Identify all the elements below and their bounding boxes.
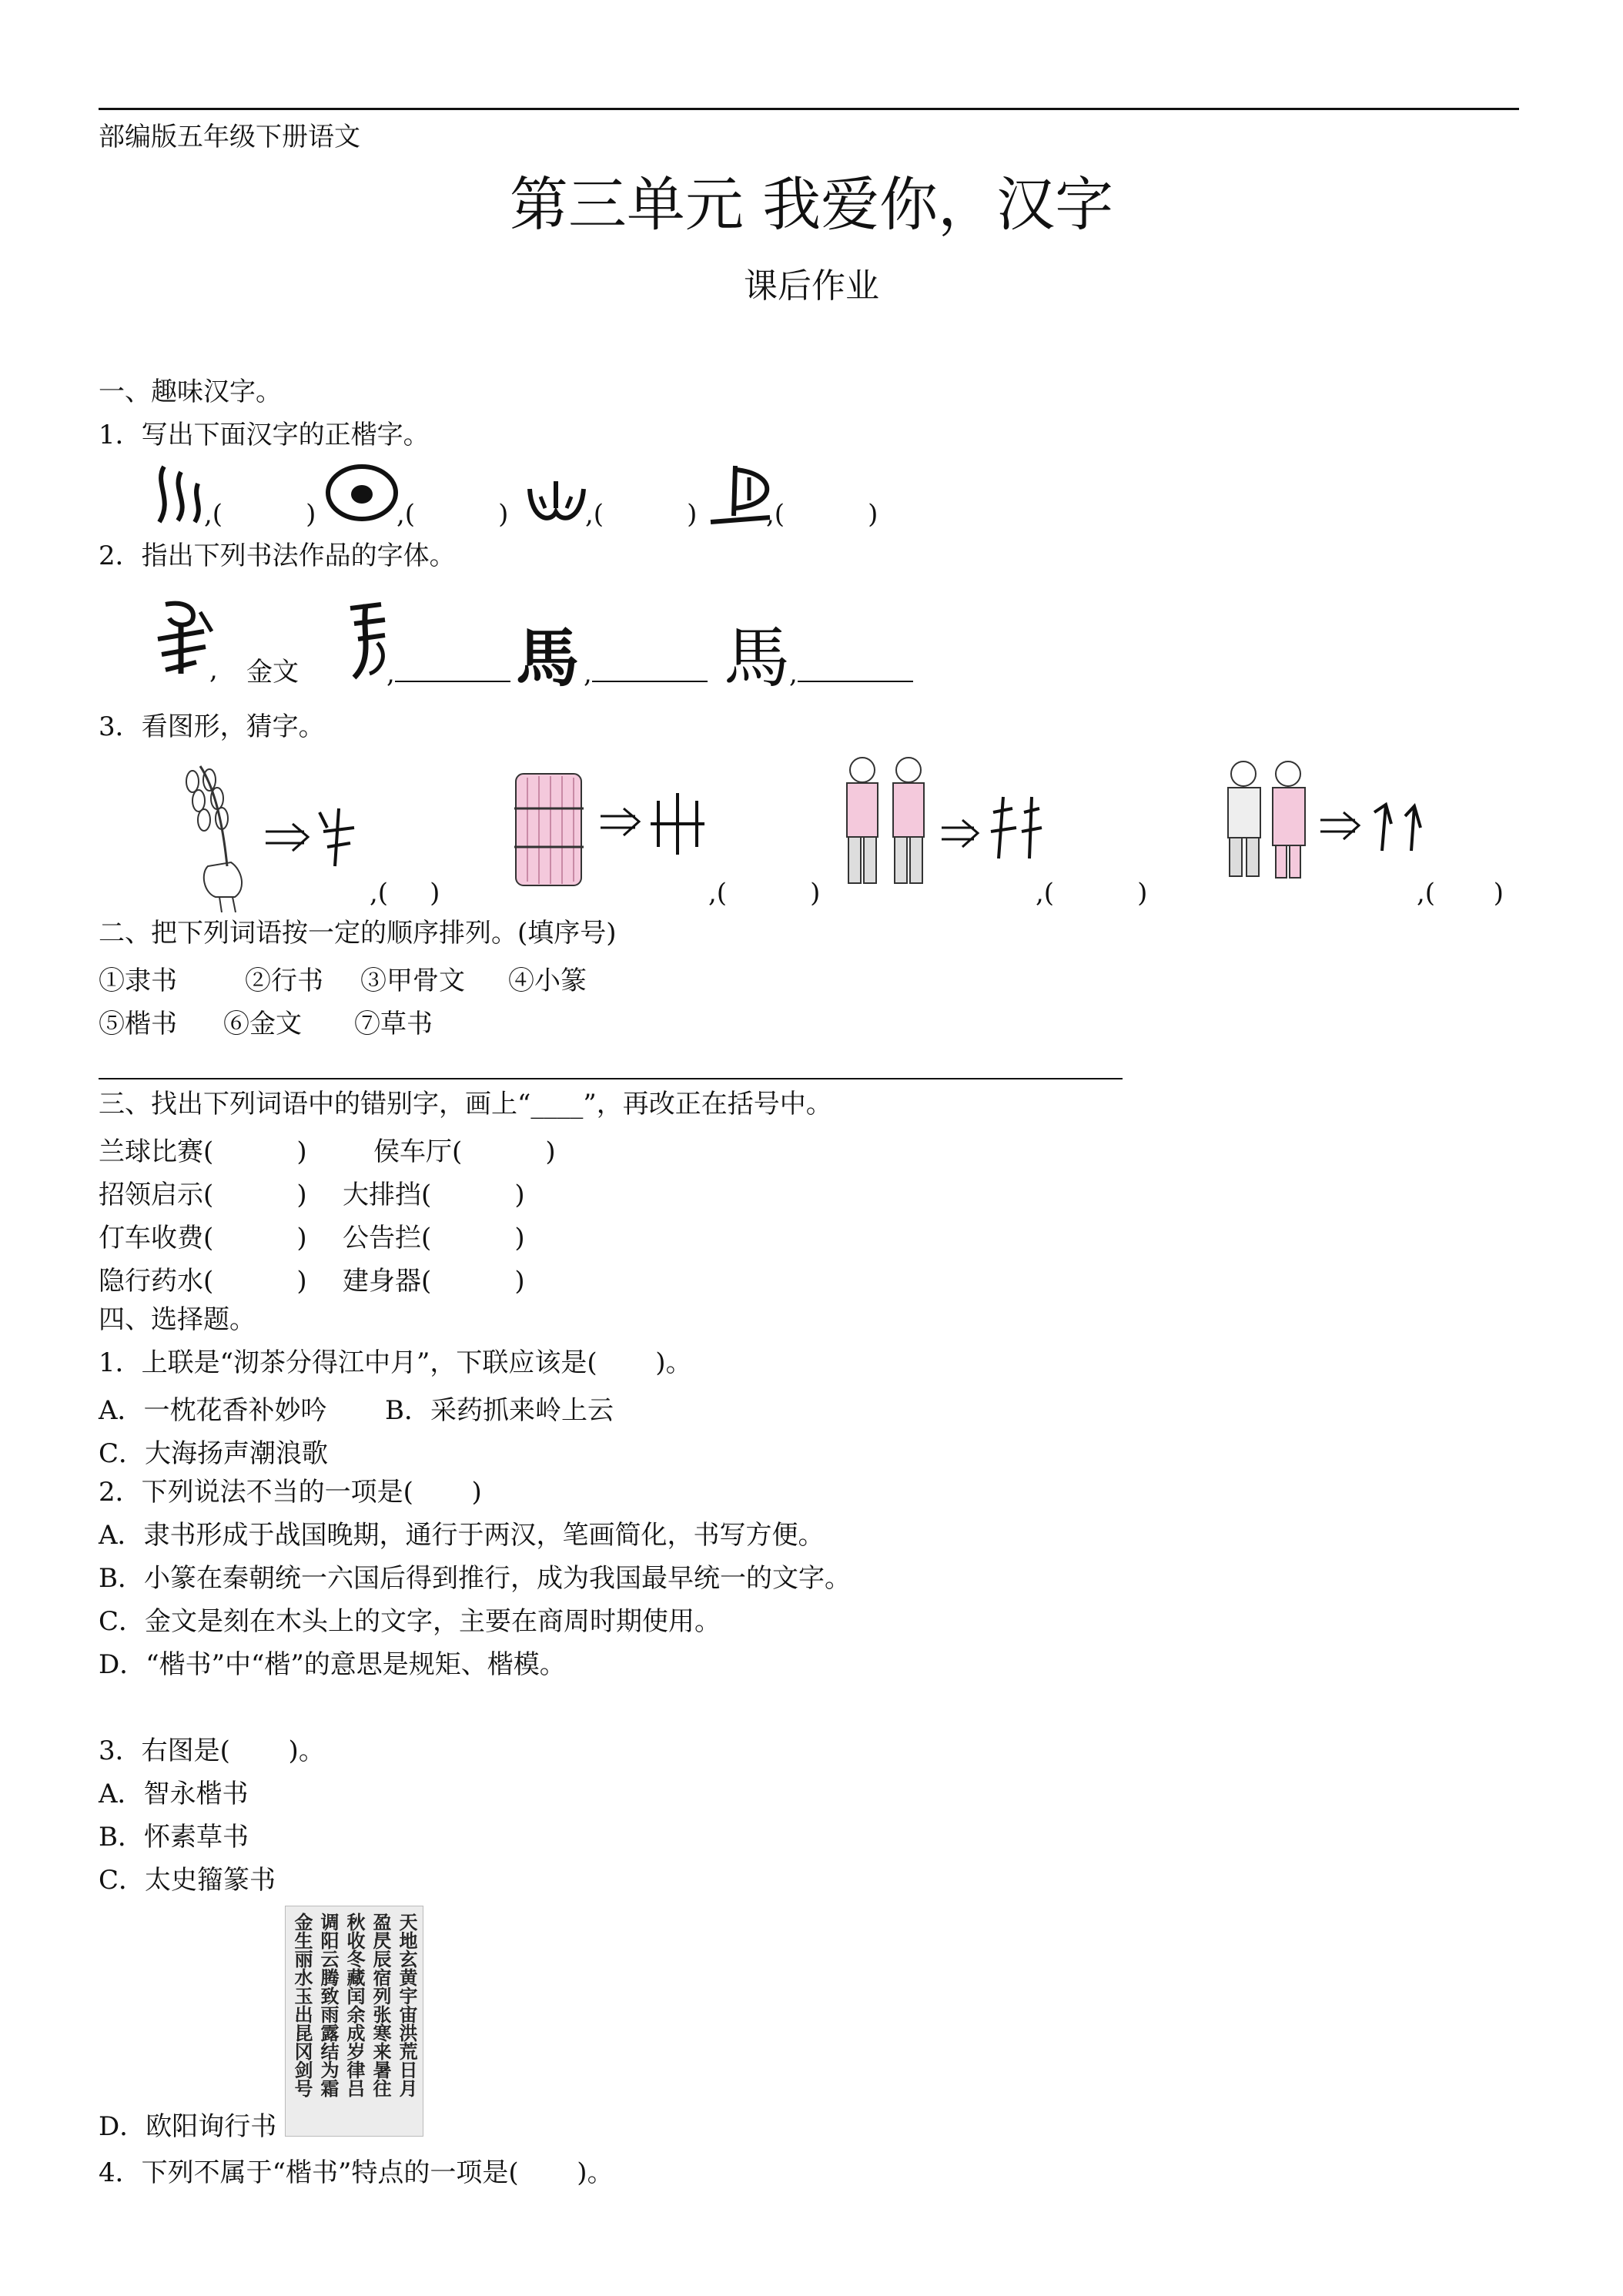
typo-item[interactable]: 隐行药水( ) [99,1266,307,1297]
header-text: 部编版五年级下册语文 [99,122,360,152]
page-subtitle: 课后作业 [744,266,879,306]
q3-paren-1[interactable]: ,( ) [370,878,440,909]
option-a[interactable]: A．隶书形成于战国晚期，通行于两汉，笔画简化，书写方便。 [99,1520,825,1551]
sun-glyph-icon [323,462,400,524]
q3-paren-4[interactable]: ,( ) [1417,878,1504,909]
typo-item[interactable]: 招领启示( ) [99,1180,307,1210]
oracle-horse-glyph-icon [150,597,216,681]
q3-paren-3[interactable]: ,( ) [1036,878,1148,909]
calligraphy-column: 秋收冬藏闰余成岁律吕 [343,1913,366,2097]
word-item: ⑤楷书 [99,1009,177,1039]
q1-text: 1．写出下面汉字的正楷字。 [99,420,430,450]
clerical-horse-glyph: 馬 [516,621,580,695]
q1-paren-3[interactable]: ,( ) [585,499,698,530]
word-item: ②行书 [245,966,323,996]
river-glyph-icon [150,460,212,530]
calligraphy-column: 金生丽水玉出昆冈剑号 [291,1913,313,2097]
option-b[interactable]: B．采药抓来岭上云 [385,1395,614,1426]
typo-item[interactable]: 兰球比赛( ) [99,1136,307,1167]
option-d[interactable]: D．“楷书”中“楷”的意思是规矩、楷模。 [99,1649,566,1680]
section3-heading: 三、找出下列词语中的错别字，画上“____”，再改正在括号中。 [99,1089,832,1120]
q3-text: 3．看图形，猜字。 [99,711,325,742]
q1-paren-1[interactable]: ,( ) [204,499,316,530]
option-c[interactable]: C．太史籀篆书 [99,1865,276,1896]
man-woman-picture [1213,751,1444,897]
q3-paren-2[interactable]: ,( ) [708,878,821,909]
word-item: ④小篆 [508,966,587,996]
section4-heading: 四、选择题。 [99,1304,256,1335]
rice-hand-picture [162,758,362,912]
option-b[interactable]: B．小篆在秦朝统一六国后得到推行，成为我国最早统一的文字。 [99,1563,851,1594]
typo-item[interactable]: 公告拦( ) [343,1223,525,1253]
option-c[interactable]: C．大海扬声潮浪歌 [99,1438,329,1469]
option-c[interactable]: C．金文是刻在木头上的文字，主要在商周时期使用。 [99,1606,721,1637]
word-item: ⑥金文 [223,1009,302,1039]
page-title: 第三单元 我爱你，汉字 [509,170,1114,239]
section2-heading: 二、把下列词语按一定的顺序排列。(填序号) [99,918,617,949]
q4-1-stem: 1．上联是“沏茶分得江中月”，下联应该是( )。 [99,1347,692,1378]
answer-line[interactable] [99,1078,1123,1079]
option-a[interactable]: A．一枕花香补妙吟 [99,1395,327,1426]
calligraphy-column: 天地玄黄宇宙洪荒日月 [396,1913,418,2097]
q1-paren-4[interactable]: ,( ) [766,499,878,530]
fire-glyph-icon [524,474,589,527]
word-item: ①隶书 [99,966,177,996]
two-men-picture [828,751,1043,905]
q4-3-stem: 3．右图是( )。 [99,1735,325,1766]
q4-4-stem: 4．下列不属于“楷书”特点的一项是( )。 [99,2157,614,2188]
calligraphy-column: 调阳云腾致雨露结为霜 [317,1913,340,2097]
calligraphy-column: 盈昃辰宿列张寒来暑往 [370,1913,392,2097]
option-d[interactable]: D．欧阳询行书 [99,2111,277,2142]
option-a[interactable]: A．智永楷书 [99,1779,249,1809]
q4-2-stem: 2．下列说法不当的一项是( ) [99,1477,482,1508]
typo-item[interactable]: 侯车厅( ) [373,1136,556,1167]
option-b[interactable]: B．怀素草书 [99,1822,249,1853]
q2-given-answer: 金文 [246,657,299,688]
section1-heading: 一、趣味汉字。 [99,377,282,407]
word-item: ⑦草书 [354,1009,433,1039]
word-item: ③甲骨文 [360,966,465,996]
typo-item[interactable]: 建身器( ) [343,1266,525,1297]
header-rule [99,108,1519,110]
typo-item[interactable]: 大排挡( ) [343,1180,525,1210]
calligraphy-image [285,1906,423,2137]
bundle-picture [508,762,708,893]
q1-paren-2[interactable]: ,( ) [397,499,509,530]
q2-text: 2．指出下列书法作品的字体。 [99,541,456,571]
regular-horse-glyph: 馬 [724,620,790,697]
typo-item[interactable]: 仃车收费( ) [99,1223,307,1253]
